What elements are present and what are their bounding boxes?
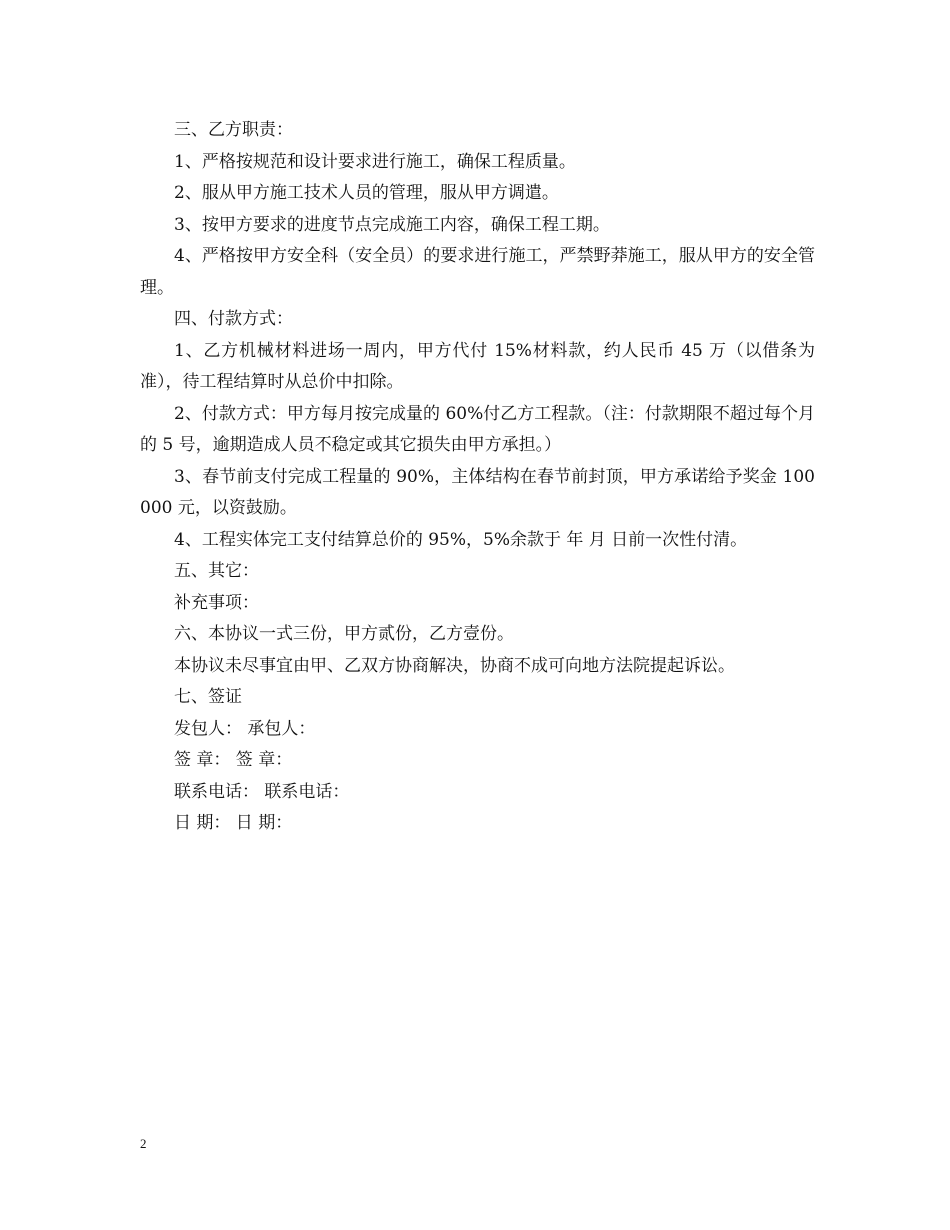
- signature-phone-line: 联系电话： 联系电话：: [174, 781, 350, 802]
- signature-date-line: 日 期： 日 期：: [174, 813, 293, 833]
- signature-seal-line: 签 章： 签 章：: [174, 750, 293, 770]
- supplementary-items: 补充事项：: [174, 592, 259, 613]
- dispute-clause: 本协议未尽事宜由甲、乙双方协商解决，协商不成可向地方法院提起诉讼。: [174, 655, 735, 676]
- section-heading-signatures: 七、签证: [174, 687, 242, 707]
- signature-parties-line: 发包人： 承包人：: [174, 718, 316, 739]
- payment-item-1: 1、乙方机械材料进场一周内，甲方代付 15%材料款，约人民币 45 万（以借条为准），待工程结算时从总价中扣除。: [140, 340, 815, 392]
- page-number: 2: [140, 1136, 147, 1151]
- duty-item-1: 1、严格按规范和设计要求进行施工，确保工程质量。: [174, 151, 576, 172]
- document-body: [140, 115, 815, 840]
- duty-item-4: 4、严格按甲方安全科（安全员）的要求进行施工，严禁野莽施工，服从甲方的安全管理。: [140, 246, 815, 298]
- section-heading-payment: 四、付款方式：: [174, 309, 293, 329]
- payment-item-4: 4、工程实体完工支付结算总价的 95%，5%余款于 年 月 日前一次性付清。: [174, 529, 748, 550]
- section-heading-party-b-duties: 三、乙方职责：: [174, 120, 293, 140]
- section-copies: 六、本协议一式三份，甲方贰份，乙方壹份。: [174, 624, 514, 644]
- duty-item-3: 3、按甲方要求的进度节点完成施工内容，确保工程工期。: [174, 214, 610, 235]
- duty-item-2: 2、服从甲方施工技术人员的管理，服从甲方调遣。: [174, 183, 559, 203]
- payment-item-3: 3、春节前支付完成工程量的 90%，主体结构在春节前封顶，甲方承诺给予奖金 100000 元，以资鼓励。: [140, 466, 815, 518]
- section-heading-other: 五、其它：: [174, 561, 259, 581]
- payment-item-2: 2、付款方式：甲方每月按完成量的 60%付乙方工程款。（注：付款期限不超过每个月的 5 号，逾期造成人员不稳定或其它损失由甲方承担。）: [140, 403, 815, 455]
